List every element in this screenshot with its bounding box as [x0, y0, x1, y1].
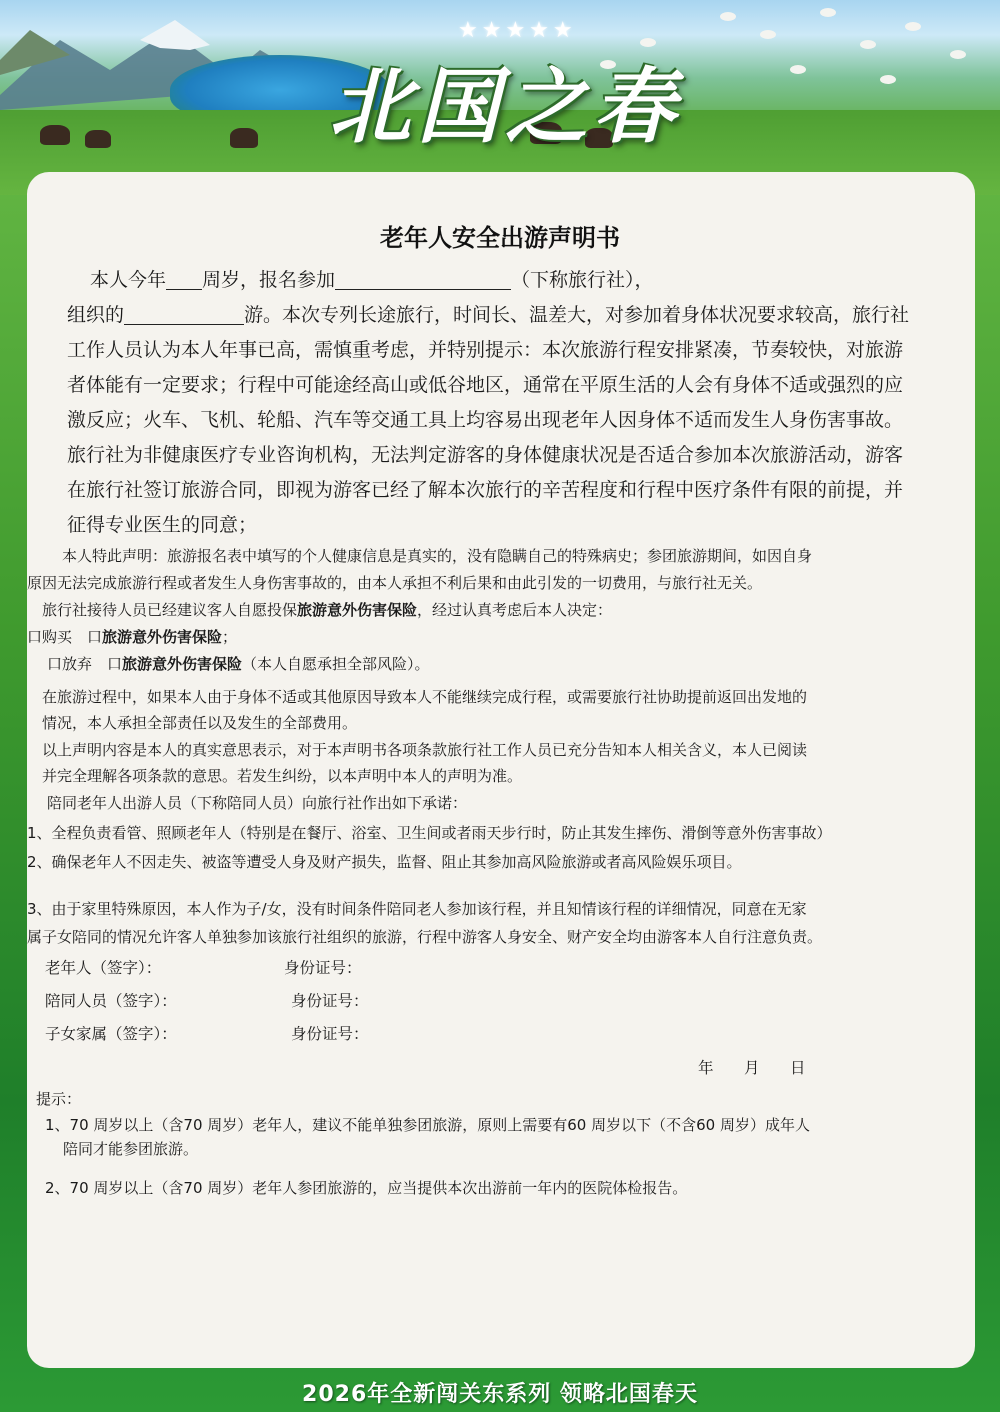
para-line-5: 激反应；火车、飞机、轮船、汽车等交通工具上均容易出现老年人因身体不适而发生人身伤害事故。 [67, 409, 904, 431]
text-segment: 周岁，报名参加 [202, 269, 336, 291]
text-segment: （本人自愿承担全部风险）。 [242, 655, 430, 673]
note-1-line-1: 1、70 周岁以上（含70 周岁）老年人，建议不能单独参团旅游，原则上需要有60 周岁以下（不含60 周岁）成年人 [45, 1116, 810, 1134]
confirmation-line-1: 以上声明内容是本人的真实意思表示，对于本声明书各项条款旅行社工作人员已充分告知本人相关含义，本人已阅读 [42, 741, 808, 759]
insurance-waive-option[interactable] [47, 651, 430, 677]
date-day-label[interactable]: 日 [790, 1059, 806, 1077]
companion-id-label[interactable]: 身份证号： [291, 992, 369, 1010]
para-line-3: 工作人员认为本人年事已高，需慎重考虑，并特别提示：本次旅游行程安排紧凑，节奏较快，对旅游 [67, 339, 904, 361]
para-line-4: 者体能有一定要求；行程中可能途经高山或低谷地区，通常在平原生活的人会有身体不适或强烈的应 [67, 374, 904, 396]
sheep-icon [820, 8, 836, 17]
commitment-item-1: 1、全程负责看管、照顾老年人（特别是在餐厅、浴室、卫生间或者雨天步行时，防止其发生摔伤、滑倒等意外伤害事故） [27, 824, 832, 842]
text-segment: （下称旅行社）， [511, 269, 654, 291]
sheep-icon [790, 65, 806, 74]
family-id-label[interactable]: 身份证号： [291, 1025, 369, 1043]
route-blank-field[interactable] [124, 303, 244, 325]
age-blank-field[interactable] [166, 268, 202, 290]
commitment-item-3-line-1: 3、由于家里特殊原因，本人作为子/女，没有时间条件陪同老人参加该行程，并且知情该行程的详细情况，同意在无家 [27, 900, 807, 918]
para-line-7: 在旅行社签订旅游合同，即视为游客已经了解本次旅行的辛苦程度和行程中医疗条件有限的前提，并 [67, 479, 904, 501]
insurance-suggestion [42, 597, 612, 623]
para-line-2 [67, 298, 909, 332]
sheep-icon [860, 40, 876, 49]
family-signature-label[interactable]: 子女家属（签字）： [45, 1025, 177, 1043]
declaration-line-1: 本人特此声明：旅游报名表中填写的个人健康信息是真实的，没有隐瞒自己的特殊病史；参团旅游期间，如因自身 [62, 547, 813, 565]
tour-name-blank-field[interactable] [335, 268, 511, 290]
commitment-item-2: 2、确保老年人不因走失、被盗等遭受人身及财产损失，监督、阻止其参加高风险旅游或者高风险娱乐项目。 [27, 853, 742, 871]
text-segment: 本人今年 [90, 269, 167, 291]
para-line-1 [90, 263, 654, 297]
insurance-name: 旅游意外伤害保险 [122, 655, 243, 673]
date-month-label[interactable]: 月 [744, 1059, 760, 1077]
insurance-name: 旅游意外伤害保险 [102, 628, 223, 646]
text-segment: ； [222, 628, 238, 646]
date-year-label[interactable]: 年 [698, 1059, 714, 1077]
sheep-icon [760, 30, 776, 39]
text-segment: ，经过认真考虑后本人决定： [417, 601, 613, 619]
brand-title: 北国之春 [329, 59, 681, 155]
note-2: 2、70 周岁以上（含70 周岁）老年人参团旅游的，应当提供本次出游前一年内的医院体检报告。 [45, 1179, 688, 1197]
confirmation-line-2: 并完全理解各项条款的意思。若发生纠纷，以本声明中本人的声明为准。 [42, 767, 523, 785]
text-segment: 游。本次专列长途旅行，时间长、温差大，对参加着身体状况要求较高，旅行社 [244, 304, 910, 326]
companion-signature-label[interactable]: 陪同人员（签字）： [45, 992, 177, 1010]
elder-signature-label[interactable]: 老年人（签字）： [45, 959, 162, 977]
sheep-icon [905, 22, 921, 31]
companion-commitment-intro: 陪同老年人出游人员（下称陪同人员）向旅行社作出如下承诺： [47, 794, 468, 812]
elder-id-label[interactable]: 身份证号： [284, 959, 362, 977]
horse-icon [40, 125, 70, 145]
responsibility-line-1: 在旅游过程中，如果本人由于身体不适或其他原因导致本人不能继续完成行程，或需要旅行社协助提前返回出发地的 [42, 688, 808, 706]
para-line-8: 征得专业医生的同意； [67, 514, 258, 536]
text-segment: 旅行社接待人员已经建议客人自愿投保 [42, 601, 298, 619]
horse-icon [85, 130, 111, 148]
waive-checkbox-label[interactable]: 口放弃 口 [47, 655, 123, 673]
document-title: 老年人安全出游声明书 [380, 224, 620, 252]
sheep-icon [720, 12, 736, 21]
notes-heading: 提示： [36, 1090, 82, 1108]
star-rating-decoration: ★★★★★ [458, 18, 577, 43]
insurance-name: 旅游意外伤害保险 [297, 601, 418, 619]
declaration-line-2: 原因无法完成旅游行程或者发生人身伤害事故的，由本人承担不利后果和由此引发的一切费用，与旅行社无关。 [27, 574, 763, 592]
header-banner [0, 0, 1000, 195]
note-1-line-2: 陪同才能参团旅游。 [63, 1140, 199, 1158]
sheep-icon [950, 50, 966, 59]
horse-icon [230, 128, 258, 148]
buy-checkbox-label[interactable]: 口购买 口 [27, 628, 103, 646]
responsibility-line-2: 情况，本人承担全部责任以及发生的全部费用。 [42, 714, 358, 732]
footer-slogan: 2026年全新闯关东系列 领略北国春天 [302, 1382, 698, 1407]
commitment-item-3-line-2: 属子女陪同的情况允许客人单独参加该旅行社组织的旅游，行程中游客人身安全、财产安全均由游客本人自行注意负责。 [27, 928, 823, 946]
para-line-6: 旅行社为非健康医疗专业咨询机构，无法判定游客的身体健康状况是否适合参加本次旅游活动，游客 [67, 444, 904, 466]
insurance-buy-option[interactable] [27, 624, 237, 650]
sheep-icon [880, 75, 896, 84]
text-segment: 组织的 [67, 304, 125, 326]
